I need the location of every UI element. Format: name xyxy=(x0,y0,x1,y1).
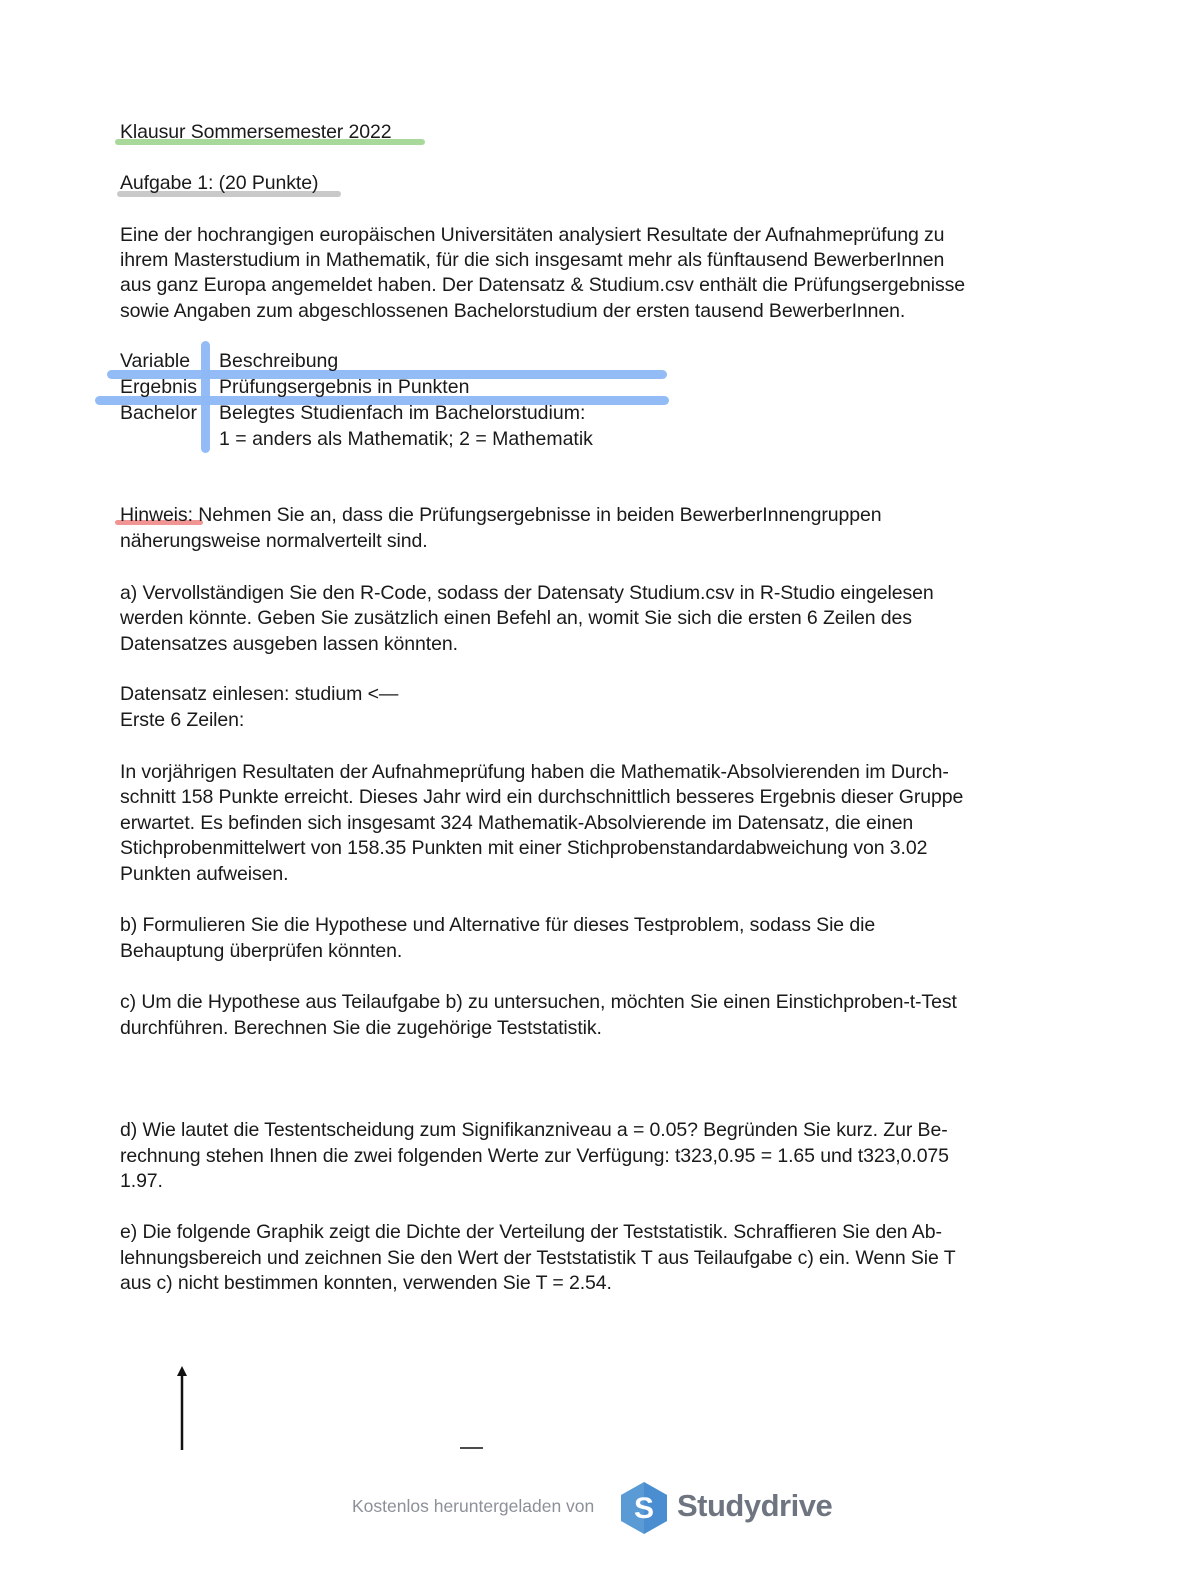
context-line: erwartet. Es befinden sich insgesamt 324 Mathematik-Absolvierende im Datensatz, die einen xyxy=(120,812,914,834)
y-axis-arrow xyxy=(177,1366,187,1376)
table-header-variable: Variable xyxy=(120,350,191,372)
intro-line: aus ganz Europa angemeldet haben. Der Datensatz & Studium.csv enthält die Prüfungsergebnisse xyxy=(120,274,965,296)
intro-line: Eine der hochrangigen europäischen Universitäten analysiert Resultate der Aufnahmeprüfung zu xyxy=(120,224,945,246)
document-title: Klausur Sommersemester 2022 xyxy=(120,121,392,143)
table-row-description: Belegtes Studienfach im Bachelorstudium: xyxy=(219,402,586,424)
density-plot-axes xyxy=(160,1360,560,1460)
table-row-variable: Bachelor xyxy=(120,402,197,424)
hint-label: Hinweis: xyxy=(120,504,193,526)
hint-line: näherungsweise normalverteilt sind. xyxy=(120,530,428,552)
code-read-line: Datensatz einlesen: studium <— xyxy=(120,683,399,705)
intro-line: ihrem Masterstudium in Mathematik, für die sich insgesamt mehr als fünftausend BewerberInnen xyxy=(120,249,945,271)
studydrive-footer xyxy=(352,1482,852,1534)
table-column-rule xyxy=(201,341,210,453)
hint-line xyxy=(120,503,881,529)
code-head-line: Erste 6 Zeilen: xyxy=(120,709,245,731)
part-d-line: d) Wie lautet die Testentscheidung zum Signifikanzniveau a = 0.05? Begründen Sie kurz. Zur Be- xyxy=(120,1119,948,1141)
intro-line: sowie Angaben zum abgeschlossenen Bachelorstudium der ersten tausend BewerberInnen. xyxy=(120,300,906,322)
context-line: In vorjährigen Resultaten der Aufnahmeprüfung haben die Mathematik-Absolvierenden im Durch- xyxy=(120,761,949,783)
part-a-line: a) Vervollständigen Sie den R-Code, sodass der Datensaty Studium.csv in R-Studio eingelesen xyxy=(120,582,934,604)
context-line: schnitt 158 Punkte erreicht. Dieses Jahr wird ein durchschnittlich besseres Ergebnis dieser Gruppe xyxy=(120,786,964,808)
footer-brand: Studydrive xyxy=(677,1488,833,1523)
hint-text: Nehmen Sie an, dass die Prüfungsergebnisse in beiden BewerberInnengruppen xyxy=(192,504,882,526)
part-b-line: b) Formulieren Sie die Hypothese und Alternative für dieses Testproblem, sodass Sie die xyxy=(120,914,876,936)
footer-text: Kostenlos heruntergeladen von xyxy=(352,1496,595,1516)
studydrive-logo-icon xyxy=(617,1480,671,1536)
table-row-description: Prüfungsergebnis in Punkten xyxy=(219,376,470,398)
table-row-variable: Ergebnis xyxy=(120,376,197,398)
part-e-line: lehnungsbereich und zeichnen Sie den Wert der Teststatistik T aus Teilaufgabe c) ein. Wenn Sie T xyxy=(120,1247,956,1269)
logo-letter: S xyxy=(633,1492,655,1525)
table-row-description-continued: 1 = anders als Mathematik; 2 = Mathematik xyxy=(219,428,593,450)
task-heading: Aufgabe 1: (20 Punkte) xyxy=(120,172,319,194)
part-a-line: werden könnte. Geben Sie zusätzlich einen Befehl an, womit Sie sich die ersten 6 Zeilen des xyxy=(120,607,912,629)
part-e-line: aus c) nicht bestimmen konnten, verwenden Sie T = 2.54. xyxy=(120,1272,612,1294)
context-line: Stichprobenmittelwert von 158.35 Punkten mit einer Stichprobenstandardabweichung von 3.02 xyxy=(120,837,928,859)
context-line: Punkten aufweisen. xyxy=(120,863,289,885)
part-d-line: 1.97. xyxy=(120,1170,163,1192)
part-b-line: Behauptung überprüfen könnten. xyxy=(120,940,403,962)
table-header-description: Beschreibung xyxy=(219,350,339,372)
part-e-line: e) Die folgende Graphik zeigt die Dichte der Verteilung der Teststatistik. Schraffieren Sie den Ab- xyxy=(120,1221,942,1243)
part-a-line: Datensatzes ausgeben lassen könnten. xyxy=(120,633,458,655)
part-c-line: c) Um die Hypothese aus Teilaufgabe b) zu untersuchen, möchten Sie einen Einstichproben-t-Test xyxy=(120,991,957,1013)
part-d-line: rechnung stehen Ihnen die zwei folgenden Werte zur Verfügung: t323,0.95 = 1.65 und t323,0.075 xyxy=(120,1145,949,1167)
part-c-line: durchführen. Berechnen Sie die zugehörige Teststatistik. xyxy=(120,1017,602,1039)
